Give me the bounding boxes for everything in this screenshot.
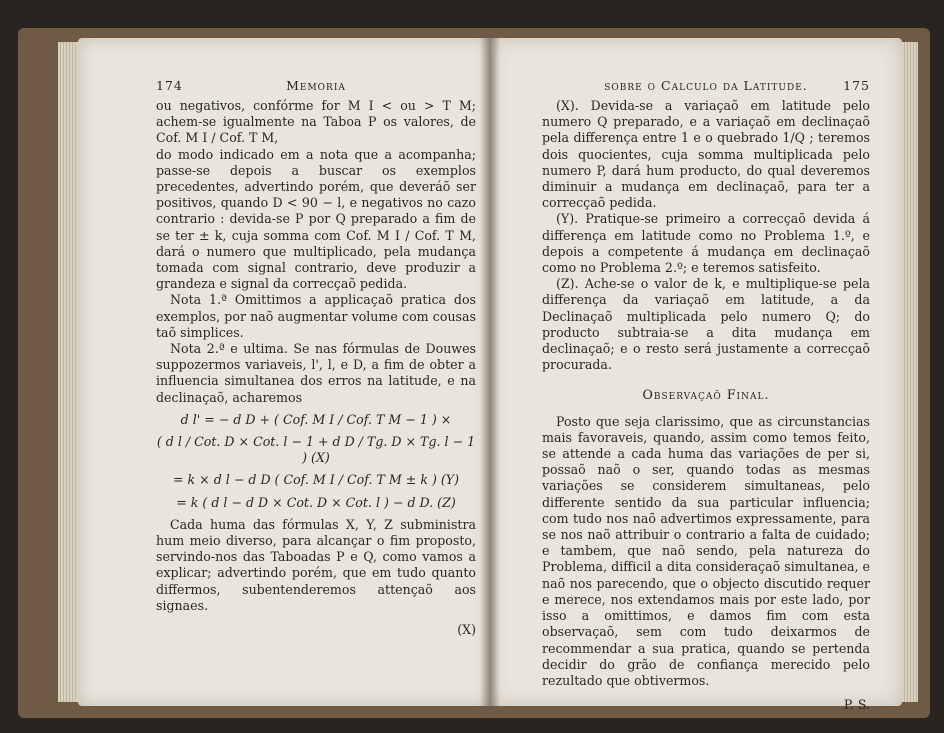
left-paragraph-1: ou negativos, confórme for M I < ou > T M; achem-se igualmente na Taboa P os valores, de Cof. M I / Cof. T M, xyxy=(156,98,476,146)
right-page xyxy=(490,38,902,713)
left-page-number: 174 xyxy=(156,78,183,93)
right-catchword: P. S. xyxy=(843,697,870,713)
right-final-paragraph: Posto que seja clarissimo, que as circunstancias mais favoraveis, quando, assim como temos feito, se attende a cada huma das variações de per si, possaõ naõ o ser, quando todas as mesmas variações se considerem simultaneas, pelo differente sentido da sua particular influencia; com tudo nos naõ advertimos expressamente, para se nos naõ attribuir o contrario a falta de cuidado; e tambem, que naõ sendo, pela natureza do Problema, difficil a dita consideraçaõ simultanea, e naõ nos parecendo, que o objecto discutido requer e merece, nos extendamos mais por este lado, por isso a omittimos, e damos fim com esta observaçaõ, sem com tudo deixarmos de recommendar a sua pratica, quando se pertenda decidir do grão de confiança merecido pelo rezultado que obtivermos. xyxy=(542,413,870,688)
right-paragraph-x: (X). Devida-se a variaçaõ em latitude pelo numero Q preparado, e a variaçaõ em declinaçaõ pela differença entre 1 e o quebrado 1/Q ; teremos dois quocientes, cuja somma multiplicada pelo numero P, dará hum producto, do qual deveremos diminuir a mudança em declinaçaõ, para ter a correcçaõ pedida. xyxy=(542,98,870,211)
left-catchword: (X) xyxy=(457,622,476,638)
left-page-text xyxy=(156,98,476,638)
page-edges-right xyxy=(902,42,918,702)
equation-y: = k × d l − d D ( Cof. M I / Cof. T M ± k ) (Y) xyxy=(172,472,460,488)
equation-x: ( d l / Cot. D × Cot. l − 1 + d D / Tg. D × Tg. l − 1 ) (X) xyxy=(156,434,476,466)
right-page-text xyxy=(542,98,870,713)
equation-z: = k ( d l − d D × Cot. D × Cot. l ) − d D. (Z) xyxy=(176,494,456,510)
book-gutter xyxy=(480,38,500,706)
right-page-number: 175 xyxy=(843,78,870,93)
page-edges-left xyxy=(58,42,80,702)
left-note-1: Nota 1.ª Omittimos a applicaçaõ pratica dos exemplos, por naõ augmentar volume com cousas taõ simplices. xyxy=(156,292,476,340)
left-head-title: Memoria xyxy=(286,78,346,93)
right-paragraph-y: (Y). Pratique-se primeiro a correcçaõ devida á differença em latitude como no Problema 1.º, e depois a competente á mudança em declinaçaõ como no Problema 2.º; e teremos satisfeito. xyxy=(542,211,870,276)
right-head-title: sobre o Calculo da Latitude. xyxy=(604,78,808,93)
left-paragraph-2: do modo indicado em a nota que a acompanha; passe-se depois a buscar os exemplos precedentes, advertindo porém, que deveráõ ser positivos, quando D < 90 − l, e negativos no cazo contrario : devida-se P por Q preparado a fim de se ter ± k, cuja somma com Cof. M I / Cof. T M, dará o numero que multiplicado, pela mudança tomada com signal contrario, deve produzir a grandeza e signal da correcçaõ pedida. xyxy=(156,146,476,292)
open-book xyxy=(18,28,930,718)
left-page xyxy=(78,38,490,706)
right-paragraph-z: (Z). Ache-se o valor de k, e multiplique-se pela differença da variaçaõ em latitude, a da Declinaçaõ multiplicada pelo numero Q; do producto subtraia-se a dita mudança em declinaçaõ; e o resto será justamente a correcçaõ procurada. xyxy=(542,276,870,373)
left-note-2: Nota 2.ª e ultima. Se nas fórmulas de Douwes suppozermos variaveis, l', l, e D, a fim de obter a influencia simultanea dos erros na latitude, e na declinaçaõ, acharemos xyxy=(156,341,476,405)
left-closing-paragraph: Cada huma das fórmulas X, Y, Z subministra hum meio diverso, para alcançar o fim proposto, servindo-nos das Taboadas P e Q, como vamos a explicar; advertindo porém, que em tudo quanto differmos, subentenderemos attençaõ aos signaes. xyxy=(156,516,476,613)
equation-1: d l' = − d D + ( Cof. M I / Cof. T M − 1 ) × xyxy=(180,411,452,427)
section-title: Observaçaõ Final. xyxy=(642,387,770,403)
